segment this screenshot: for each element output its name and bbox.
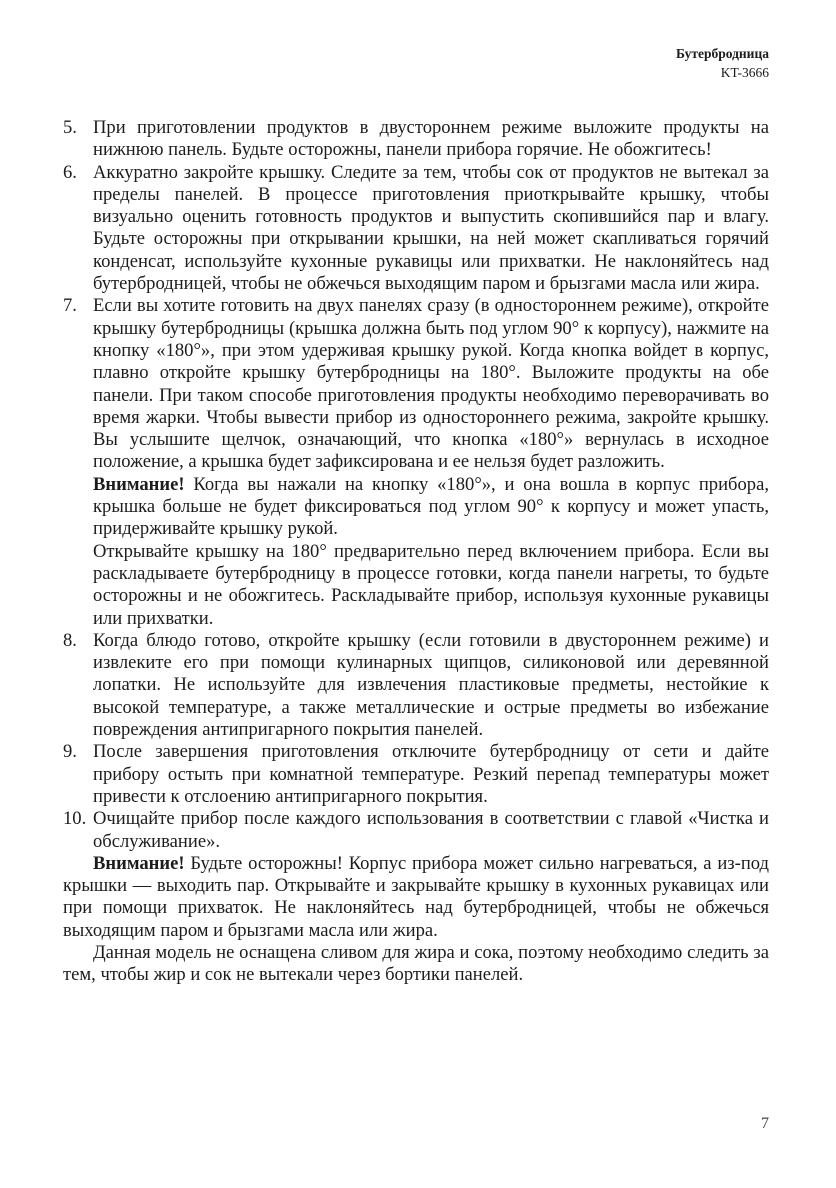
page-number: 7 xyxy=(761,1115,769,1132)
item-warning xyxy=(93,474,769,541)
warning-text: Когда вы нажали на кнопку «180°», и она вошла в корпус прибора, крышка больше не будет фиксироваться под углом 90° к корпусу и может упасть, придерживайте крышку рукой. xyxy=(93,473,769,540)
warning-label: Внимание! xyxy=(93,852,185,874)
instructions-body xyxy=(63,117,769,987)
product-name: Бутербродница xyxy=(675,46,769,61)
list-item xyxy=(63,117,769,162)
item-extra-text: Открывайте крышку на 180° предварительно перед включением прибора. Если вы раскладываете бутербродницу в процессе готовки, когда панели нагреты, то будьте осторожны и не обожгитесь. Раскладывайте прибор, используя кухонные рукавицы или прихватки. xyxy=(93,540,769,629)
item-text: После завершения приготовления отключите бутербродницу от сети и дайте прибору остыть при комнатной температуре. Резкий перепад температуры может привести к отслоению антипригарного покрытия. xyxy=(93,741,769,807)
item-number: 6. xyxy=(63,161,77,183)
list-item xyxy=(63,630,769,741)
item-number: 5. xyxy=(63,117,77,138)
page-header xyxy=(676,44,769,82)
item-text: Аккуратно закройте крышку. Следите за тем, чтобы сок от продуктов не вытекал за пределы панелей. В процессе приготовления приоткрывайте крышку, чтобы визуально оценить готовность продуктов и выпустить скопившийся пар и влагу. Будьте осторожны при открывании крышки, на ней может скапливаться горячий конденсат, используйте кухонные рукавицы или прихватки. Не наклоняйтесь над бутербродницей, чтобы не обжечься выходящим паром и брызгами масла или жира. xyxy=(93,161,769,295)
model-number: KT-3666 xyxy=(720,65,769,80)
note-paragraph: Данная модель не оснащена сливом для жира и сока, поэтому необходимо следить за тем, чтобы жир и сок не вытекали через бортики панелей. xyxy=(63,941,769,986)
item-number: 7. xyxy=(63,295,77,317)
item-number: 8. xyxy=(63,629,77,651)
warning-label: Внимание! xyxy=(93,473,185,495)
list-item xyxy=(63,162,769,296)
item-number: 10. xyxy=(63,808,87,830)
warning-paragraph xyxy=(63,853,769,942)
warning-text: Будьте осторожны! Корпус прибора может сильно нагреваться, а из-под крышки — выходить пар. Открывайте и закрывайте крышку в кухонных рукавицах или при помощи прихваток. Не наклоняйтесь над бутербродницей, чтобы не обжечься выходящим паром и брызгами масла или жира. xyxy=(63,852,769,941)
list-item xyxy=(63,295,769,629)
item-text: Если вы хотите готовить на двух панелях сразу (в одностороннем режиме), откройте крышку бутербродницы (крышка должна быть под углом 90° к корпусу), нажмите на кнопку «180°», при этом удерживая крышку рукой. Когда кнопка войдет в корпус, плавно откройте крышку бутербродницы на 180°. Выложите продукты на обе панели. При таком способе приготовления продукты необходимо переворачивать во время жарки. Чтобы вывести прибор из одностороннего режима, закройте крышку. Вы услышите щелчок, означающий, что кнопка «180°» вернулась в исходное положение, а крышка будет зафиксирована и ее нельзя будет разложить. xyxy=(93,295,769,473)
item-text: Очищайте прибор после каждого использования в соответствии с главой «Чистка и обслуживание». xyxy=(93,808,769,852)
list-item xyxy=(63,741,769,808)
item-text: Когда блюдо готово, откройте крышку (если готовили в двустороннем режиме) и извлеките его при помощи кулинарных щипцов, силиконовой или деревянной лопатки. Не используйте для извлечения пластиковые предметы, нестойкие к высокой температуре, а также металлические и острые предметы во избежание повреждения антипригарного покрытия панелей. xyxy=(93,629,769,741)
list-item xyxy=(63,808,769,853)
item-text: При приготовлении продуктов в двустороннем режиме выложите продукты на нижнюю панель. Будьте осторожны, панели прибора горячие. Не обожгитесь! xyxy=(93,117,769,161)
item-number: 9. xyxy=(63,741,77,763)
